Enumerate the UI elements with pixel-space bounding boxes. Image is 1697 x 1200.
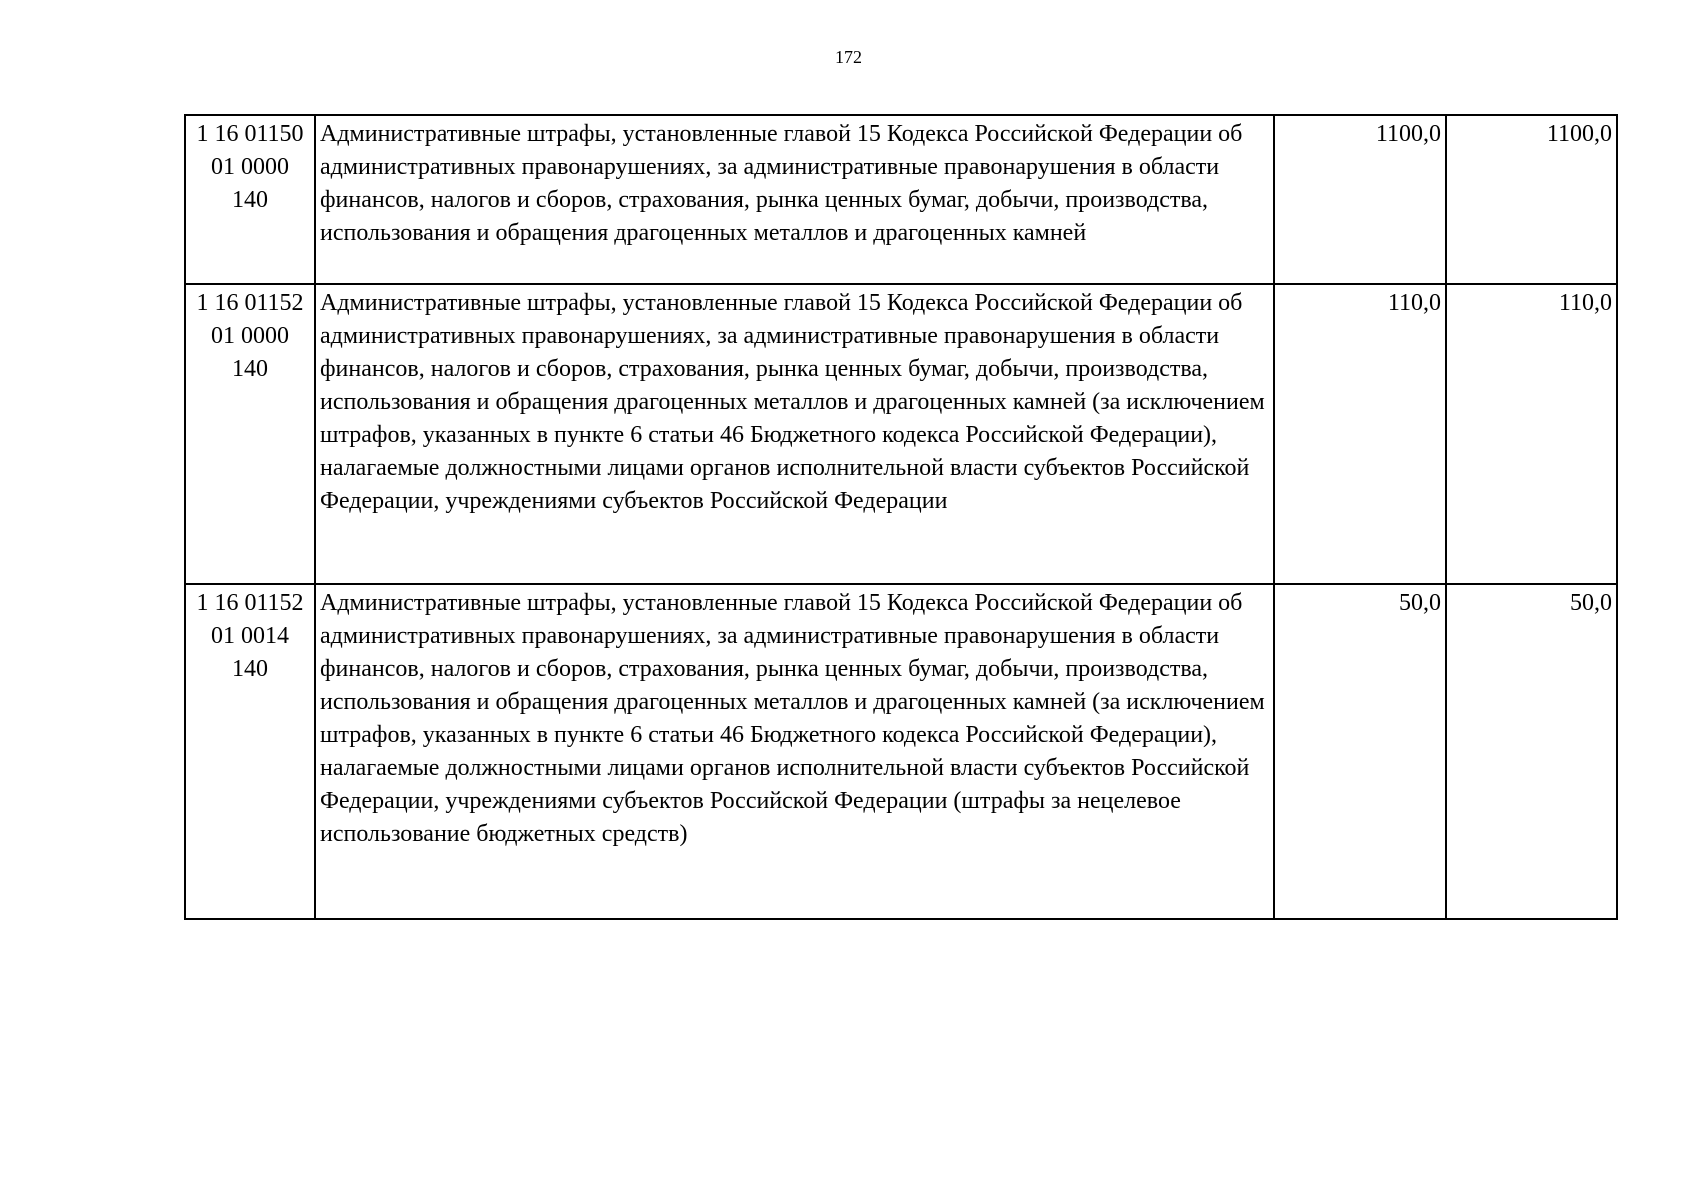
amount-cell-1: 110,0 [1274,284,1446,584]
revenue-name-cell: Административные штрафы, установленные главой 15 Кодекса Российской Федерации об административных правонарушениях, за административные правонарушения в области финансов, налогов и сборов, страхования, рынка ценных бумаг, добычи, производства, использования и обращения драгоценных металлов и драгоценных камней (за исключением штрафов, указанных в пункте 6 статьи 46 Бюджетного кодекса Российской Федерации), налагаемые должностными лицами органов исполнительной власти субъектов Российской Федерации, учреждениями субъектов Российской Федерации (штрафы за нецелевое использование бюджетных средств) [315,584,1274,919]
table-row [185,584,1617,919]
page-number: 172 [835,47,862,67]
budget-code-cell: 1 16 01150 01 0000 140 [185,115,315,284]
amount-cell-2: 1100,0 [1446,115,1617,284]
amount-cell-2: 110,0 [1446,284,1617,584]
table-row [185,115,1617,284]
table-row [185,284,1617,584]
budget-code-cell: 1 16 01152 01 0014 140 [185,584,315,919]
revenue-name-cell: Административные штрафы, установленные главой 15 Кодекса Российской Федерации об административных правонарушениях, за административные правонарушения в области финансов, налогов и сборов, страхования, рынка ценных бумаг, добычи, производства, использования и обращения драгоценных металлов и драгоценных камней [315,115,1274,284]
budget-revenue-table [184,114,1618,920]
revenue-name-cell: Административные штрафы, установленные главой 15 Кодекса Российской Федерации об административных правонарушениях, за административные правонарушения в области финансов, налогов и сборов, страхования, рынка ценных бумаг, добычи, производства, использования и обращения драгоценных металлов и драгоценных камней (за исключением штрафов, указанных в пункте 6 статьи 46 Бюджетного кодекса Российской Федерации), налагаемые должностными лицами органов исполнительной власти субъектов Российской Федерации, учреждениями субъектов Российской Федерации [315,284,1274,584]
amount-cell-1: 1100,0 [1274,115,1446,284]
amount-cell-2: 50,0 [1446,584,1617,919]
amount-cell-1: 50,0 [1274,584,1446,919]
budget-code-cell: 1 16 01152 01 0000 140 [185,284,315,584]
